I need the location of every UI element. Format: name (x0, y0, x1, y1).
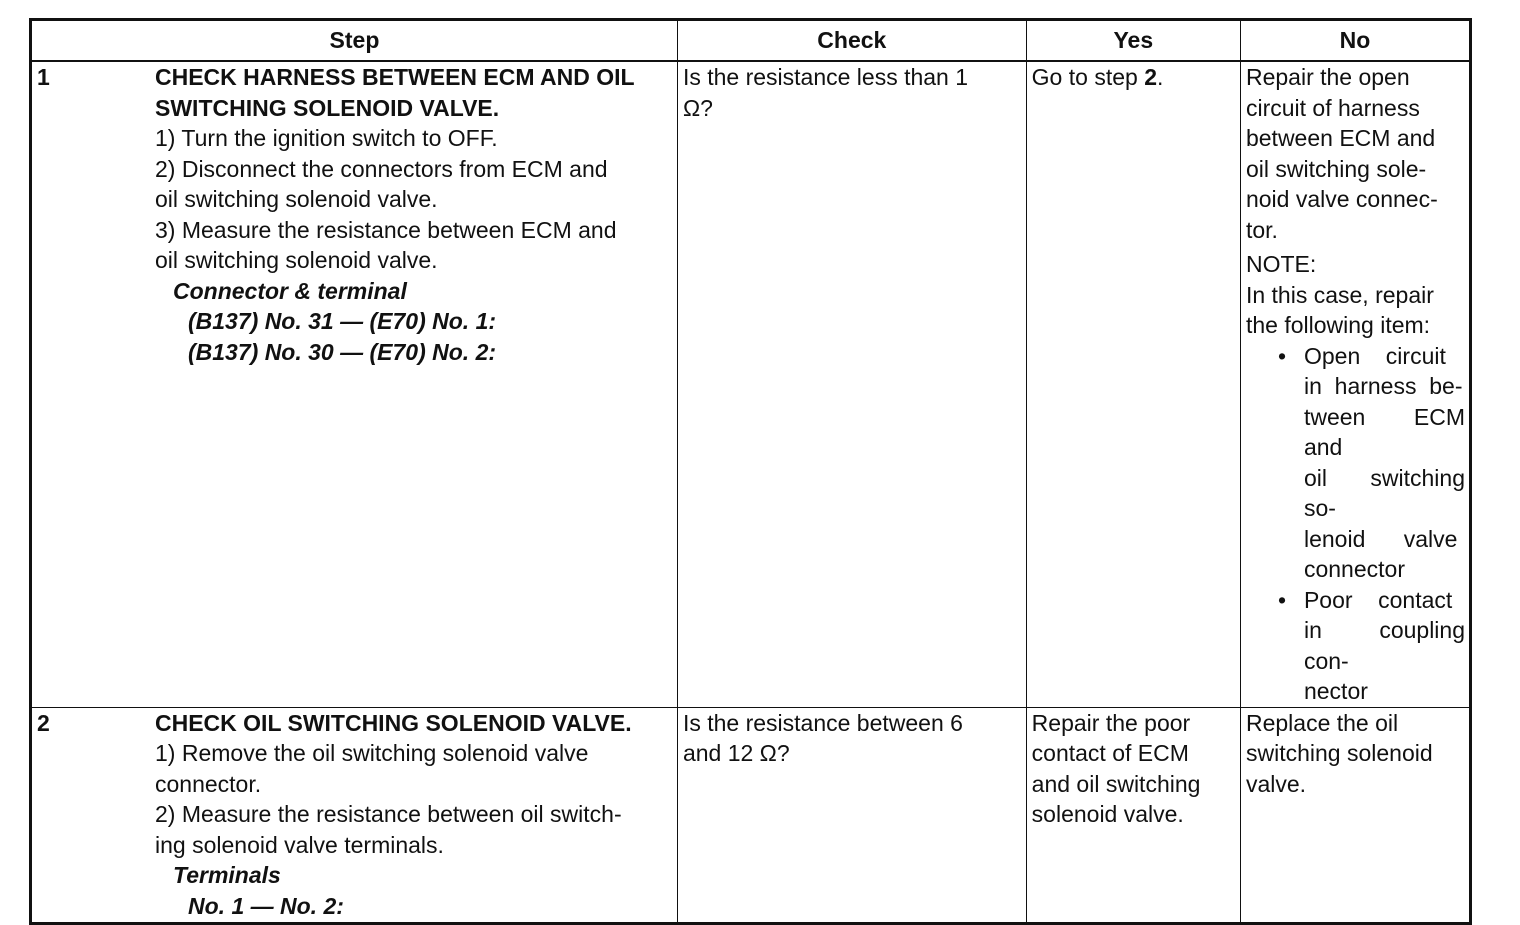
bullet-text: Poor contact (1303, 586, 1453, 613)
bullet-text: tween ECM and (1303, 403, 1465, 460)
note-text: the following item: (1245, 312, 1431, 338)
no-text: noid valve connec- (1245, 186, 1438, 212)
bullet-item (1246, 585, 1465, 707)
bullet-text: connector (1303, 556, 1405, 582)
yes-text: Repair the poor (1031, 709, 1191, 736)
yes-cell (1026, 707, 1240, 923)
step-instruction: 1) Remove the oil switching solenoid valve (155, 740, 589, 766)
yes-text-suffix: . (1156, 64, 1164, 90)
bullet-item (1246, 341, 1465, 585)
check-text: Is the resistance between 6 (682, 709, 963, 736)
bullet-icon: • (1277, 342, 1287, 369)
spec-line: (B137) No. 30 — (E70) No. 2: (188, 338, 497, 365)
step-instruction: oil switching solenoid valve. (155, 186, 438, 212)
table-header-row (31, 20, 1471, 62)
check-text: Ω? (682, 94, 713, 121)
note-label: NOTE: (1245, 251, 1317, 277)
no-text: tor. (1245, 216, 1278, 243)
step-instruction: 3) Measure the resistance between ECM and (155, 216, 617, 243)
table-row (31, 61, 1471, 707)
yes-text: solenoid valve. (1031, 801, 1184, 827)
yes-cell (1026, 61, 1240, 707)
step-title: SWITCHING SOLENOID VALVE. (155, 94, 500, 121)
step-instruction: 2) Disconnect the connectors from ECM and (155, 155, 608, 182)
bullet-text: nector (1303, 678, 1368, 704)
bullet-text: oil switching so- (1303, 464, 1465, 521)
bullet-text: in harness be- (1303, 373, 1463, 399)
note-text: In this case, repair (1245, 281, 1434, 308)
yes-text: contact of ECM (1031, 740, 1189, 766)
step-title: CHECK HARNESS BETWEEN ECM AND OIL (155, 64, 635, 90)
yes-text: and oil switching (1031, 770, 1201, 797)
step-number: 1 (37, 64, 50, 90)
table-row (31, 707, 1471, 923)
step-cell (31, 707, 678, 923)
spec-label: Terminals (173, 862, 281, 888)
step-instruction: connector. (155, 770, 262, 797)
step-title: CHECK OIL SWITCHING SOLENOID VALVE. (155, 709, 632, 736)
bullet-text: Open circuit (1303, 342, 1446, 369)
bullet-text: in coupling con- (1303, 617, 1465, 674)
no-text: circuit of harness (1245, 94, 1420, 121)
bullet-icon: • (1277, 586, 1287, 613)
step-instruction: ing solenoid valve terminals. (155, 831, 444, 858)
step-number: 2 (37, 709, 50, 736)
no-text: between ECM and (1245, 125, 1436, 151)
no-text: Replace the oil (1245, 709, 1399, 736)
no-text: Repair the open (1245, 64, 1410, 90)
spec-line: (B137) No. 31 — (E70) No. 1: (188, 308, 497, 334)
step-instruction: 1) Turn the ignition switch to OFF. (155, 125, 498, 151)
diagnostic-table (29, 18, 1472, 925)
no-cell (1240, 707, 1470, 923)
header-check: Check (677, 20, 1026, 62)
yes-step-link: 2 (1144, 64, 1157, 90)
check-cell (677, 707, 1026, 923)
no-text: switching solenoid (1245, 740, 1433, 766)
yes-text: Go to step (1031, 64, 1145, 90)
header-no: No (1240, 20, 1470, 62)
check-text: Is the resistance less than 1 (682, 64, 969, 90)
check-cell (677, 61, 1026, 707)
spec-label: Connector & terminal (173, 277, 407, 304)
spec-line: No. 1 — No. 2: (188, 892, 344, 919)
step-instruction: oil switching solenoid valve. (155, 247, 438, 273)
no-text: oil switching sole- (1245, 155, 1427, 182)
bullet-text: lenoid valve (1303, 525, 1458, 552)
header-step: Step (31, 20, 678, 62)
check-text: and 12 Ω? (682, 740, 790, 766)
no-cell (1240, 61, 1470, 707)
step-instruction: 2) Measure the resistance between oil switch- (155, 801, 622, 827)
header-yes: Yes (1026, 20, 1240, 62)
step-cell (31, 61, 678, 707)
no-text: valve. (1245, 770, 1307, 797)
